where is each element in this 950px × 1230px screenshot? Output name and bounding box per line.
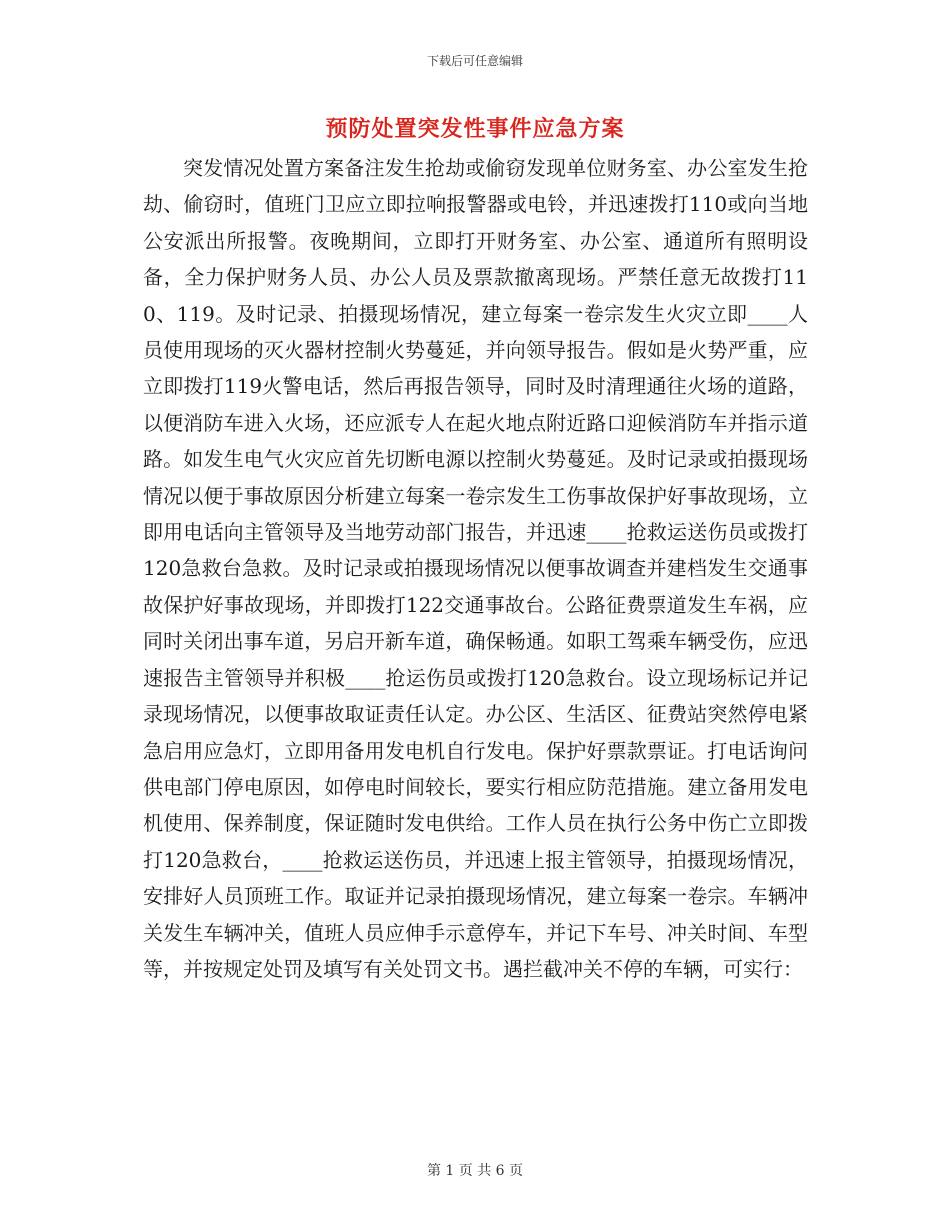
document-body-paragraph: 突发情况处置方案备注发生抢劫或偷窃发现单位财务室、办公室发生抢劫、偷窃时，值班门卫应立即拉响报警器或电铃，并迅速拨打110或向当地公安派出所报警。夜晚期间，立即打开财务室、办公室、通道所有照明设备，全力保护财务人员、办公人员及票款撤离现场。严禁任意无故拨打110、119。及时记录、拍摄现场情况，建立每案一卷宗发生火灾立即____人员使用现场的灭火器材控制火势蔓延，并向领导报告。假如是火势严重，应立即拨打119火警电话，然后再报告领导，同时及时清理通往火场的道路，以便消防车进入火场，还应派专人在起火地点附近路口迎候消防车并指示道路。如发生电气火灾应首先切断电源以控制火势蔓延。及时记录或拍摄现场情况以便于事故原因分析建立每案一卷宗发生工伤事故保护好事故现场，立即用电话向主管领导及当地劳动部门报告，并迅速____抢救运送伤员或拨打120急救台急救。及时记录或拍摄现场情况以便事故调查并建档发生交通事故保护好事故现场，并即拨打122交通事故台。公路征费票道发生车祸，应同时关闭出事车道，另启开新车道，确保畅通。如职工驾乘车辆受伤，应迅速报告主管领导并积极____抢运伤员或拨打120急救台。设立现场标记并记录现场情况，以便事故取证责任认定。办公区、生活区、征费站突然停电紧急启用应急灯，立即用备用发电机自行发电。保护好票款票证。打电话询问供电部门停电原因，如停电时间较长，要实行相应防范措施。建立备用发电机使用、保养制度，保证随时发电供给。工作人员在执行公务中伤亡立即拨打120急救台，____抢救运送伤员，并迅速上报主管领导，拍摄现场情况，安排好人员顶班工作。取证并记录拍摄现场情况，建立每案一卷宗。车辆冲关发生车辆冲关，值班人员应伸手示意停车，并记下车号、冲关时间、车型等，并按规定处罚及填写有关处罚文书。遇拦截冲关不停的车辆，可实行： xyxy=(143,156,808,981)
page-footer-number: 第 1 页 共 6 页 xyxy=(426,1163,524,1179)
page-header-note: 下载后可任意编辑 xyxy=(426,54,523,68)
document-title: 预防处置突发性事件应急方案 xyxy=(325,116,625,142)
